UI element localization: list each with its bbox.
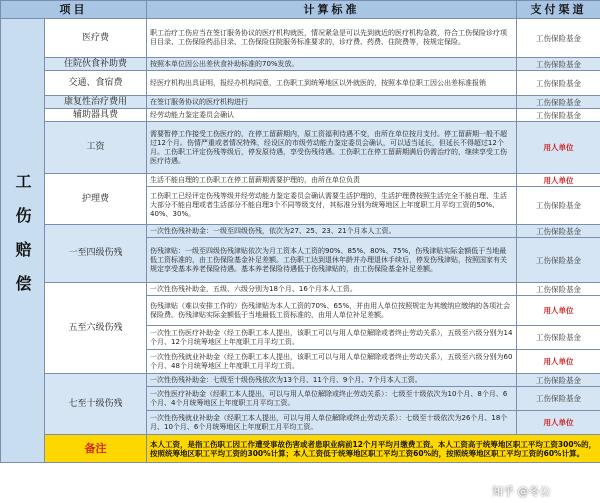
note-label: 备注 [45,435,147,463]
channel-cell: 工伤保险基金 [517,225,600,238]
table-row [1,19,600,58]
channel-cell: 工伤保险基金 [517,238,600,283]
standard-cell: 经医疗机构出具证明，报经办机构同意，工伤职工到统筹地区以外就医的，按照本单位职工因公出差标准报销 [147,71,517,96]
channel-cell: 工伤保险基金 [517,326,600,350]
item-cell: 七至十级伤残 [45,374,147,435]
standard-cell: 一次性伤残就业补助金（经工伤职工本人提出，该职工可以与用人单位解除或者终止劳动关系），五级至六级分别为60个月、48个月统筹地区上年度职工月平均工资。 [147,350,517,374]
table-row [1,96,600,109]
item-cell: 医疗费 [45,19,147,58]
standard-cell: 职工治疗工伤应当在签订服务协议的医疗机构就医，情况紧急是可以先到就近的医疗机构急救，符合工伤保险诊疗项目目录、工伤保险药品目录、工伤保险住院服务标准要求的，诊疗费、药费、住院费等，按规定保险。 [147,19,517,58]
header-item: 项目 [1,1,147,19]
item-cell: 交通、食宿费 [45,71,147,96]
table-row [1,109,600,122]
channel-cell: 工伤保险基金 [517,374,600,387]
channel-cell: 工伤保险基金 [517,283,600,296]
standard-cell: 按照本单位因公出差伙食补助标准的70%发放。 [147,58,517,71]
standard-cell: 生活不能自理的工伤职工在停工留薪期需要护理的，由所在单位负责 [147,174,517,187]
item-cell: 五至六级伤残 [45,283,147,374]
item-cell: 护理费 [45,174,147,225]
category-label: 工伤赔偿 [1,19,45,463]
standard-cell: 伤残津贴（难以安排工作的）伤残津贴为本人工资的70%、65%，并由用人单位按照规定为其缴纳应缴纳的各项社会保险费。伤残津贴实际金额低于当地最低工资标准的，由用人单位补足差额。 [147,296,517,326]
standard-cell: 需要暂停工作接受工伤医疗的，在停工留薪期内，原工资福利待遇不变，由所在单位按月支付。停工留薪期一般不超过12个月。伤情严重或者情况特殊，经设区的市级劳动能力鉴定委员会确认，可以适当延长，但延长不得超过12个月。工伤职工评定伤残等级后，停发原待遇，享受伤残待遇。工伤职工在停工留薪期满后仍需治疗的，继续享受工伤医疗待遇。 [147,122,517,174]
channel-cell: 工伤保险基金 [517,109,600,122]
header-channel: 支付渠道 [517,1,600,19]
table-row [1,225,600,238]
note-row [1,435,600,463]
standard-cell: 一次性医疗补助金（经职工本人提出，可以与用人单位解除或终止劳动关系）：七级至十级依次为10个月、8个月、6个月、4个月统筹地区上年度职工月平均工资。 [147,387,517,411]
table-row [1,374,600,387]
header-row [1,1,600,19]
standard-cell: 在签订服务协议的医疗机构进行 [147,96,517,109]
channel-cell: 工伤保险基金 [517,19,600,58]
standard-cell: 工伤职工已经评定伤残等级并经劳动能力鉴定委员会确认需要生活护理的，生活护理费按照生活完全不能自理、生活大部分不能自理或者生活部分不能自理3个不同等级支付，其标准分别为统筹地区上年度职工月平均工资的50%、40%、30%。 [147,187,517,225]
channel-cell: 用人单位 [517,174,600,187]
item-cell: 康复性治疗费用 [45,96,147,109]
header-standard: 计算标准 [147,1,517,19]
channel-cell: 工伤保险基金 [517,187,600,225]
channel-cell: 用人单位 [517,411,600,435]
item-cell: 一至四级伤残 [45,225,147,283]
standard-cell: 一次性伤残就业补助金（经职工本人提出，可以与用人单位解除或终止劳动关系）：七级至十级依次为26个月、18个月、10个月、6个月统筹地区上年度职工月平均工资。 [147,411,517,435]
channel-cell: 用人单位 [517,350,600,374]
item-cell: 辅助器具费 [45,109,147,122]
standard-cell: 经劳动能力鉴定委员会确认 [147,109,517,122]
standard-cell: 一次性工伤医疗补助金（经工伤职工本人提出，该职工可以与用人单位解除或者终止劳动关系），五级至六级分别为14个月、12个月统筹地区上年度职工月平均工资。 [147,326,517,350]
standard-cell: 伤残津贴：一级至四级伤残津贴依次为月工资本人工资的90%、85%、80%、75%，伤残津贴实际金额低于当地最低工资标准的，由工伤保险基金补足差额。工伤职工达到退休年龄并办理退休手续后，停发伤残津贴，按照国家有关规定享受基本养老保险待遇。基本养老保险待遇低于伤残津贴的，由工伤保险基金补足差额。 [147,238,517,283]
table-row [1,58,600,71]
channel-cell: 工伤保险基金 [517,96,600,109]
channel-cell: 用人单位 [517,122,600,174]
channel-cell: 工伤保险基金 [517,58,600,71]
channel-cell: 用人单位 [517,296,600,326]
standard-cell: 一次性伤残补助金：一级至四级伤残，依次为27、25、23、21个月本人工资。 [147,225,517,238]
table-row [1,174,600,187]
channel-cell: 工伤保险基金 [517,71,600,96]
table-row [1,71,600,96]
table-row [1,283,600,296]
table-row [1,122,600,174]
item-cell: 住院伙食补助费 [45,58,147,71]
standard-cell: 一次性伤残补助金：七级至十级伤残依次为13个月、11个月、9个月、7个月本人工资。 [147,374,517,387]
channel-cell: 工伤保险基金 [517,387,600,411]
standard-cell: 一次性伤残补助金，五级、六级分别为18个月、16个月本人工资。 [147,283,517,296]
watermark: 知乎 @冬公 [492,485,551,498]
item-cell: 工资 [45,122,147,174]
note-text: 本人工资，是指工伤职工因工作遭受事故伤害或者患职业病前12个月平均月缴费工资。本人工资高于统筹地区职工平均工资300%的，按照统筹地区职工平均工资的300%计算；本人工资低于统筹地区职工平均工资60%的，按照统筹地区职工平均工资的60%计算。 [147,435,600,463]
